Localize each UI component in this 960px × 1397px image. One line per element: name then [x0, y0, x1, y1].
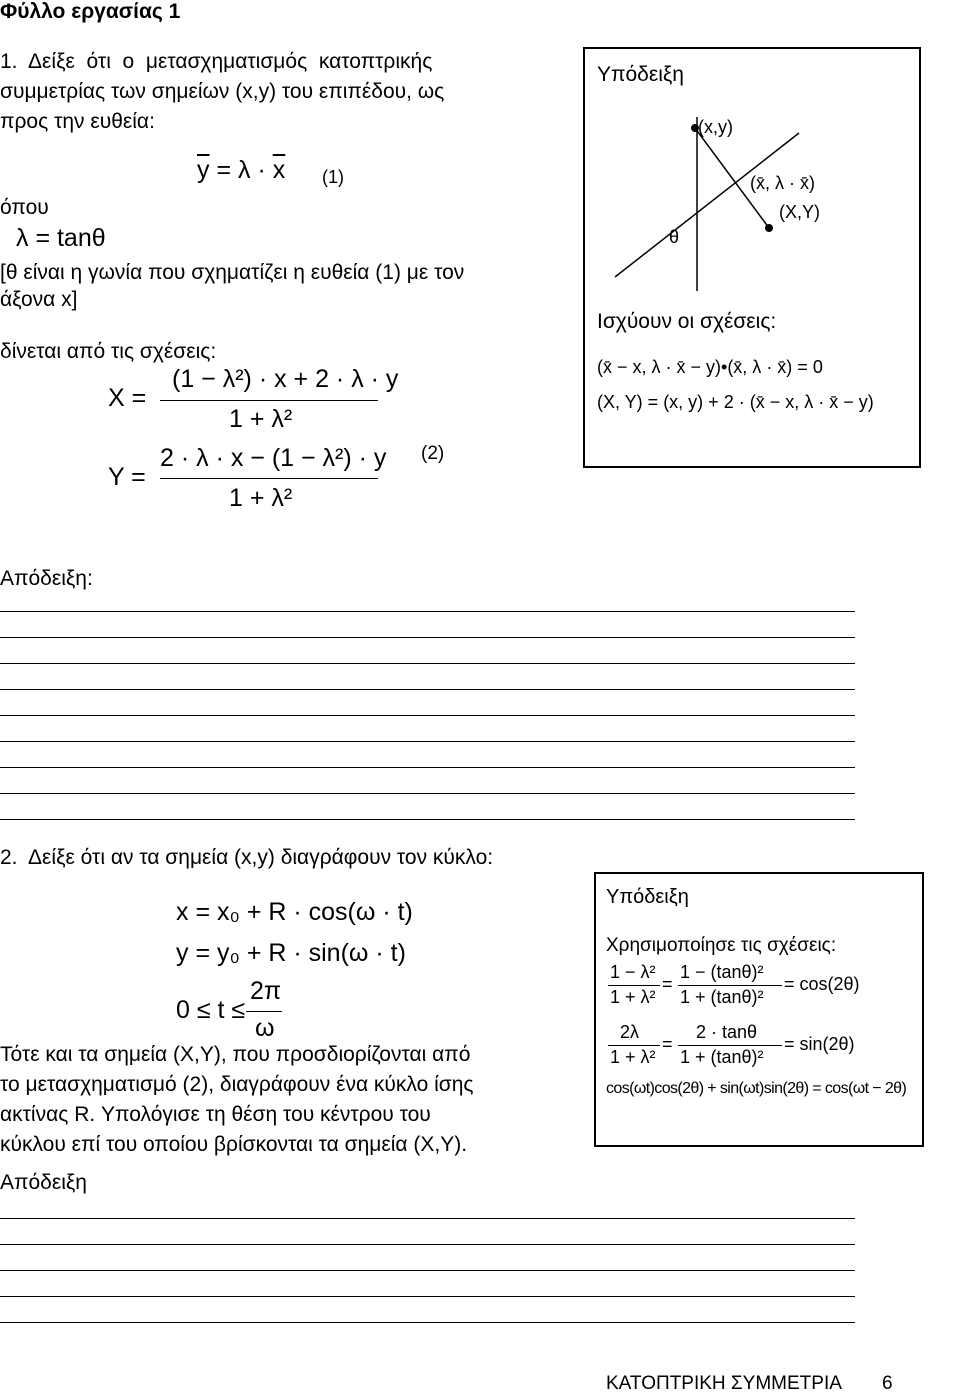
f2-b-num: 2 · tanθ [696, 1022, 758, 1042]
theta-note-2: άξονα x] [0, 288, 78, 311]
ex2-body [0, 1040, 542, 1160]
ex2-ineq-num: 2π [250, 977, 282, 1005]
f1-a-bar [608, 985, 660, 986]
eq1-y-bar: $\overline{y}$ [197, 156, 210, 184]
hint1-rel-1: (x̄ − x, λ · x̄ − y)•(x̄, λ · x̄) = 0 [597, 357, 823, 377]
eq1-label: (1) [322, 167, 344, 187]
f1-b-num: 1 − (tanθ)² [680, 962, 764, 982]
eq1-x-bar: $\overline{x}$ [272, 156, 286, 184]
answer-line [0, 767, 855, 768]
label-xbar-lambda: (x̄, λ · x̄) [750, 173, 815, 193]
ex2-body-line-2: το μετασχηματισμό (2), διαγράφουν ένα κύκλο ίσης [0, 1073, 474, 1096]
hint-box-1 [583, 47, 921, 468]
label-xy: (x,y) [698, 117, 733, 137]
hint2-relations-title: Χρησιμοποίησε τις σχέσεις: [606, 935, 837, 956]
hint2-title: Υπόδειξη [606, 886, 689, 908]
hint1-rel-2: (X, Y) = (x, y) + 2 · (x̄ − x, λ · x̄ − y) [597, 392, 874, 412]
footer-title: ΚΑΤΟΠΤΡΙΚΗ ΣΥΜΜΕΤΡΙΑ [606, 1373, 842, 1394]
ex2-ineq-den: ω [255, 1014, 275, 1042]
eq1-mid: = λ · [216, 156, 266, 184]
ex2-intro: 2. Δείξε ότι αν τα σημεία (x,y) διαγράφουν τον κύκλο: [0, 846, 494, 869]
ex1-line-1: 1. Δείξε ότι ο μετασχηματισμός κατοπτρικής [0, 50, 433, 73]
answer-line [0, 689, 855, 690]
eq1 [197, 156, 285, 185]
answer-line [0, 793, 855, 794]
page-title: Φύλλο εργασίας 1 [0, 0, 181, 23]
answer-line [0, 819, 855, 820]
X-lhs: X = [108, 384, 147, 412]
line-y-lambda-x [615, 133, 799, 277]
f1-eq: = [662, 974, 673, 994]
ex2-eq-y: y = y₀ + R · sin(ω · t) [176, 939, 406, 967]
answer-line [0, 1322, 855, 1323]
ex1-line-3: προς την ευθεία: [0, 110, 155, 133]
answer-line [0, 1218, 855, 1219]
answer-line [0, 741, 855, 742]
f2-a-num: 2λ [620, 1022, 640, 1042]
answer-line [0, 611, 855, 612]
f2-a-den: 1 + λ² [610, 1047, 656, 1067]
ex2-ineq-bar [246, 1011, 282, 1012]
X-numerator: (1 − λ²) · x + 2 · λ · y [172, 365, 399, 393]
proof2-label: Απόδειξη [0, 1171, 87, 1194]
proof1-label: Απόδειξη: [0, 567, 93, 590]
answer-line [0, 663, 855, 664]
hint1-relations-title: Ισχύουν οι σχέσεις: [597, 310, 777, 333]
ex2-body-line-3: ακτίνας R. Υπολόγισε τη θέση του κέντρου του [0, 1103, 431, 1126]
f1-a-num: 1 − λ² [610, 962, 656, 982]
label-theta: θ [669, 227, 680, 247]
hint1-title: Υπόδειξη [597, 63, 684, 86]
Y-lhs: Y = [108, 463, 146, 491]
X-denominator: 1 + λ² [229, 405, 293, 433]
lambda-def: λ = tanθ [16, 224, 106, 252]
ex2-body-line-4: κύκλου επί του οποίου βρίσκονται τα σημεία (X,Y). [0, 1133, 468, 1156]
f2-b-den: 1 + (tanθ)² [680, 1047, 764, 1067]
hint-box-2 [594, 872, 924, 1147]
ex1-text [0, 47, 552, 137]
f1-rhs: = cos(2θ) [784, 974, 860, 994]
f2-eq: = [662, 1034, 673, 1054]
f1-b-den: 1 + (tanθ)² [680, 987, 764, 1007]
answer-line [0, 637, 855, 638]
ex2-body-line-1: Τότε και τα σημεία (X,Y), που προσδιορίζονται από [0, 1043, 471, 1066]
f2-a-bar [608, 1045, 660, 1046]
ex2-eq-x: x = x₀ + R · cos(ω · t) [176, 898, 413, 926]
eq2-label: (2) [421, 443, 445, 464]
point-XY [765, 224, 773, 232]
answer-line [0, 1244, 855, 1245]
f2-b-bar [678, 1045, 782, 1046]
Y-denominator: 1 + λ² [229, 484, 293, 512]
f2-rhs: = sin(2θ) [784, 1034, 855, 1054]
f3: cos(ωt)cos(2θ) + sin(ωt)sin(2θ) = cos(ωt − 2θ) [606, 1080, 907, 1097]
ex1-line-2: συμμετρίας των σημείων (x,y) του επιπέδου, ως [0, 80, 445, 103]
answer-line [0, 1296, 855, 1297]
theta-note-1: [θ είναι η γωνία που σχηματίζει η ευθεία (1) με τον [0, 261, 465, 284]
ex2-ineq-left: 0 ≤ t ≤ [176, 996, 246, 1024]
Y-numerator: 2 · λ · x − (1 − λ²) · y [160, 444, 387, 472]
f1-a-den: 1 + λ² [610, 987, 656, 1007]
X-fraction-bar [160, 400, 378, 401]
answer-line [0, 1270, 855, 1271]
answer-line [0, 715, 855, 716]
Y-fraction-bar [160, 478, 378, 479]
f1-b-bar [678, 985, 782, 986]
where-label: όπου [0, 196, 49, 219]
label-XY: (X,Y) [779, 202, 821, 222]
given-text: δίνεται από τις σχέσεις: [0, 340, 217, 363]
page-number: 6 [882, 1373, 893, 1394]
